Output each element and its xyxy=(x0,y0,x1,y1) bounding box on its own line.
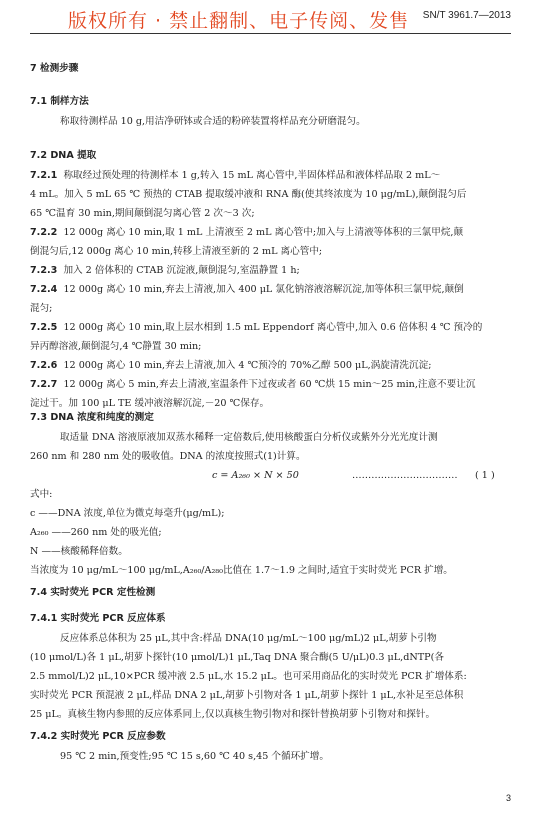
step-number: 7.2.3 xyxy=(30,265,58,276)
formula-number: ( 1 ) xyxy=(475,470,495,481)
step-7-2-5-line2: 异丙醇溶液,颠倒混匀,4 ℃静置 30 min; xyxy=(30,341,202,352)
variable-a260-definition: A₂₆₀ ——260 nm 处的吸光值; xyxy=(30,527,162,538)
step-number: 7.2.2 xyxy=(30,227,58,238)
step-text: 12 000g 离心 10 min,取 1 mL 上清液至 2 mL 离心管中;加入与上清液等体积的三氯甲烷,颠 xyxy=(63,227,464,238)
section-7-1-text: 称取待测样品 10 g,用洁净研钵或合适的粉碎装置将样品充分研磨混匀。 xyxy=(60,116,366,127)
section-7-4-1-title: 7.4.1 实时荧光 PCR 反应体系 xyxy=(30,613,166,624)
step-7-2-5-line1 xyxy=(30,318,482,337)
section-7-title: 7 检测步骤 xyxy=(30,63,79,74)
variable-n-definition: N ——核酸稀释倍数。 xyxy=(30,546,128,557)
step-text: 12 000g 离心 10 min,弃去上清液,加入 400 μL 氯化钠溶液溶解沉淀,加等体积三氯甲烷,颠倒 xyxy=(63,284,464,295)
section-7-2-title: 7.2 DNA 提取 xyxy=(30,150,97,161)
step-text: 12 000g 离心 10 min,弃去上清液,加入 4 ℃预冷的 70%乙醇 500 μL,涡旋清洗沉淀; xyxy=(63,360,432,371)
section-7-3-line1: 取适量 DNA 溶液原液加双蒸水稀释一定倍数后,使用核酸蛋白分析仪或紫外分光光度计测 xyxy=(60,432,438,443)
step-7-2-1-line3: 65 ℃温育 30 min,期间颠倒混匀离心管 2 次～3 次; xyxy=(30,208,255,219)
step-number: 7.2.4 xyxy=(30,284,58,295)
step-7-2-1-line1 xyxy=(30,166,440,185)
section-7-4-1-line3: 2.5 mmol/L)2 μL,10×PCR 缓冲液 2.5 μL,水 15.2 μL。也可采用商品化的实时荧光 PCR 扩增体系: xyxy=(30,671,467,682)
header-rule xyxy=(30,33,511,34)
step-7-2-3-line1 xyxy=(30,261,300,280)
step-text: 加入 2 倍体积的 CTAB 沉淀液,颠倒混匀,室温静置 1 h; xyxy=(63,265,300,276)
section-7-4-1-line4: 实时荧光 PCR 预混液 2 μL,样品 DNA 2 μL,胡萝卜引物对各 1 μL,胡萝卜探针 1 μL,水补足至总体积 xyxy=(30,690,464,701)
step-7-2-1-line2: 4 mL。加入 5 mL 65 ℃ 预热的 CTAB 提取缓冲液和 RNA 酶(使其终浓度为 10 μg/mL),颠倒混匀后 xyxy=(30,189,467,200)
step-7-2-2-line2: 倒混匀后,12 000g 离心 10 min,转移上清液至新的 2 mL 离心管中; xyxy=(30,246,323,257)
section-7-3-line3: 当浓度为 10 μg/mL～100 μg/mL,A₂₆₀/A₂₈₀比值在 1.7～1.9 之间时,适宜于实时荧光 PCR 扩增。 xyxy=(30,565,453,576)
page-number: 3 xyxy=(505,793,511,803)
step-7-2-4-line2: 混匀; xyxy=(30,303,53,314)
section-7-3-line2: 260 nm 和 280 nm 处的吸收值。DNA 的浓度按照式(1)计算。 xyxy=(30,451,306,462)
step-7-2-7-line1 xyxy=(30,375,475,394)
step-number: 7.2.5 xyxy=(30,322,58,333)
where-label: 式中: xyxy=(30,489,53,500)
step-number: 7.2.6 xyxy=(30,360,58,371)
standard-number: SN/T 3961.7—2013 xyxy=(422,10,511,21)
section-7-4-1-line1: 反应体系总体积为 25 μL,其中含:样品 DNA(10 μg/mL～100 μg/mL)2 μL,胡萝卜引物 xyxy=(60,633,437,644)
section-7-3-title: 7.3 DNA 浓度和纯度的测定 xyxy=(30,412,154,423)
step-text: 称取经过预处理的待测样本 1 g,转入 15 mL 离心管中,半固体样品和液体样品取 2 mL～ xyxy=(63,170,441,181)
section-7-1-title: 7.1 制样方法 xyxy=(30,96,89,107)
section-7-4-2-title: 7.4.2 实时荧光 PCR 反应参数 xyxy=(30,731,166,742)
formula-leader-dots: …………………………… xyxy=(352,470,458,481)
step-text: 12 000g 离心 10 min,取上层水相到 1.5 mL Eppendorf 离心管中,加入 0.6 倍体积 4 ℃ 预冷的 xyxy=(63,322,483,333)
step-number: 7.2.7 xyxy=(30,379,58,390)
section-7-4-2-line1: 95 ℃ 2 min,预变性;95 ℃ 15 s,60 ℃ 40 s,45 个循环扩增。 xyxy=(60,751,329,762)
copyright-watermark: 版权所有 · 禁止翻制、电子传阅、发售 xyxy=(68,10,410,32)
section-7-4-title: 7.4 实时荧光 PCR 定性检测 xyxy=(30,587,156,598)
step-7-2-7-line2: 淀过干。加 100 μL TE 缓冲液溶解沉淀,－20 ℃保存。 xyxy=(30,398,270,409)
formula: c = A₂₆₀ × N × 50 xyxy=(212,470,299,481)
section-7-4-1-line2: (10 μmol/L)各 1 μL,胡萝卜探针(10 μmol/L)1 μL,Taq DNA 聚合酶(5 U/μL)0.3 μL,dNTP(各 xyxy=(30,652,444,663)
step-number: 7.2.1 xyxy=(30,170,58,181)
variable-c-definition: c ——DNA 浓度,单位为微克每毫升(μg/mL); xyxy=(30,508,225,519)
step-text: 12 000g 离心 5 min,弃去上清液,室温条件下过夜或者 60 ℃烘 15 min～25 min,注意不要让沉 xyxy=(63,379,476,390)
step-7-2-6-line1 xyxy=(30,356,431,375)
step-7-2-2-line1 xyxy=(30,223,463,242)
step-7-2-4-line1 xyxy=(30,280,464,299)
section-7-4-1-line5: 25 μL。真核生物内参照的反应体系同上,仅以真核生物引物对和探针替换胡萝卜引物对和探针。 xyxy=(30,709,436,720)
